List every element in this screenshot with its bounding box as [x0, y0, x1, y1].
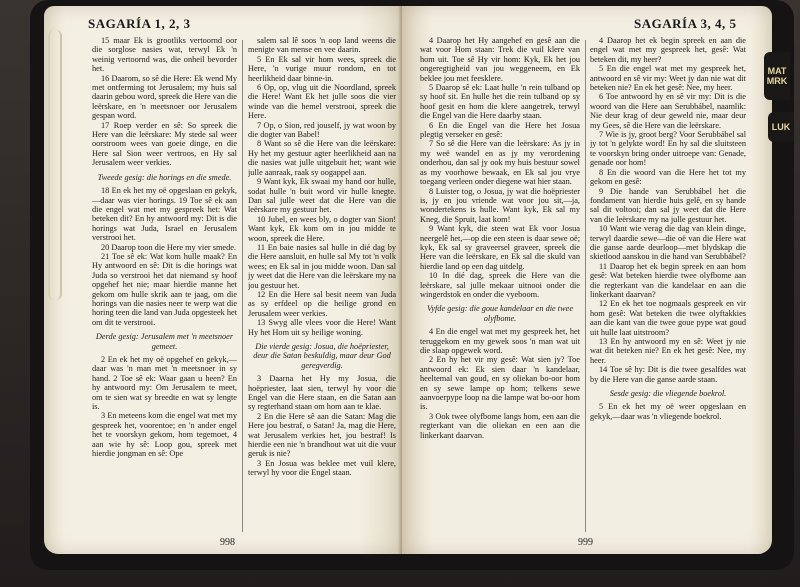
thumb-tab-luke[interactable] — [768, 112, 794, 142]
verse-paragraph: 2 En hy het vir my gesê: Wat sien jy? Toe antwoord ek: Ek sien daar 'n kandelaar, heeltemal van goud, en sy oliekan bo-oor hom en sy sewe lampe op hom; telkens sewe aanvoerpype loop na die lampe wat bo-oor hom is. — [420, 355, 580, 412]
verse-paragraph: 3 Ook twee olyfbome langs hom, een aan die regterkant van die oliekan en een aan die linkerkant daarvan. — [420, 411, 580, 440]
verse-paragraph: salem sal lê soos 'n oop land weens die menigte van mense en vee daarin. — [248, 36, 396, 55]
verse-paragraph: 14 Toe sê hy: Dit is die twee gesalfdes wat by die Here van die ganse aarde staan. — [590, 365, 746, 384]
verse-paragraph: 5 Daarop sê ek: Laat hulle 'n rein tulband op sy hoof sit. En hulle het die rein tulband op sy hoof gesit en hom die klere aangetrek, terwyl die Engel van die Here daarby staan. — [420, 83, 580, 121]
tab-label: MAT MRK — [766, 66, 788, 86]
column-divider — [242, 40, 243, 532]
verse-paragraph: 16 Daarom, so sê die Here: Ek wend My met ontferming tot Jerusalem; my huis sal daarin gebou word, spreek die Here van die leërskare, en 'n meetsnoer oor Jerusalem gespan word. — [92, 73, 237, 121]
tab-label: LUK — [771, 122, 791, 132]
left-running-header: SAGARÍA 1, 2, 3 — [88, 16, 191, 31]
verse-paragraph: 8 Want so sê die Here van die leërskare: Hy het my gestuur agter heerlikheid aan na die nasies wat julle uitgebuit het; want wie julle aanraak, raak sy oogappel aan. — [248, 139, 396, 177]
right-running-header: SAGARÍA 3, 4, 5 — [634, 16, 737, 31]
right-page-number: 999 — [578, 537, 593, 548]
section-heading: Derde gesig: Jerusalem met 'n meetsnoer gemeet. — [95, 332, 234, 351]
verse-paragraph: 6 Op, op, vlug uit die Noordland, spreek die Here! Want Ek het julle soos die vier winde van die hemel verstrooi, spreek die Here. — [248, 83, 396, 121]
verse-paragraph: 10 Jubel, en wees bly, o dogter van Sion! Want kyk, Ek kom om in jou midde te woon, spreek die Here. — [248, 214, 396, 243]
verse-paragraph: 6 En die Engel van die Here het Josua plegtig verseker en gesê: — [420, 120, 580, 140]
verse-paragraph: 9 Die hande van Serubbábel het die fondament van hierdie huis gelê, en sy hande sal dit voltooi; dan sal jy weet dat die Here van die leërskare my na julle gestuur het. — [590, 186, 746, 224]
verse-paragraph: 11 En baie nasies sal hulle in dié dag by die Here aansluit, en hulle sal My tot 'n volk wees; en Ek sal in jou midde woon. Dan sal jy weet dat die Here van die leërskare my na jou gestuur het. — [248, 242, 396, 290]
left-page-number: 998 — [220, 537, 235, 548]
section-heading: Die vierde gesig: Josua, die hoëpriester, deur die Satan beskuldig, maar deur God geregverdig. — [253, 342, 391, 370]
verse-paragraph: 8 En die woord van die Here het tot my gekom en gesê: — [590, 167, 746, 187]
verse-paragraph: 21 Toe sê ek: Wat kom hulle maak? En Hy antwoord en sê: Dit is die horings wat Juda so verstrooi het dat niemand sy hoof opgehef het nie; maar hierdie manne het gekom om hulle skrik aan te jaag, om die horings van die nasies neer te werp wat die horing teen die land van Juda opgesteek het om dit te verstrooi. — [92, 251, 237, 327]
verse-paragraph: 20 Daarop toon die Here my vier smede. — [101, 242, 237, 252]
verse-paragraph: 18 En ek het my oë opgeslaan en gekyk,—daar was vier horings. 19 Toe sê ek aan die engel wat met my gespreek het: Wat beteken dit? En hy antwoord my: Dit is die horings wat Juda, Israel en Jerusalem verstrooi het. — [92, 186, 237, 243]
left-column-2 — [248, 36, 396, 534]
verse-paragraph: 9 Want kyk, Ek swaai my hand oor hulle, sodat hulle 'n buit word vir hulle knegte. Dan sal julle weet dat die Here van die leërskare my gestuur het. — [248, 177, 396, 215]
verse-paragraph: 13 Swyg alle vlees voor die Here! Want Hy het Hom uit sy heilige woning. — [248, 318, 396, 337]
verse-paragraph: 12 En die Here sal besit neem van Juda as sy erfdeel op die heilige grond en Jerusalem weer verkies. — [248, 289, 396, 318]
verse-paragraph: 17 Roep verder en sê: So spreek die Here van die leërskare: My stede sal weer oorstroom wees van goeie dinge, en die Here sal Sion weer vertroos, en Hy sal Jerusalem weer verkies. — [92, 120, 237, 168]
left-page — [44, 6, 402, 554]
verse-paragraph: 13 En hy antwoord my en sê: Weet jy nie wat dit beteken nie? En ek het gesê: Nee, my heer. — [590, 337, 746, 365]
verse-paragraph: 5 En die engel wat met my gespreek het, antwoord en sê vir my: Weet jy dan nie wat dit beteken nie? En ek het gesê: Nee, my heer. — [590, 64, 746, 93]
verse-paragraph: 5 En ek het my oë weer opgeslaan en gekyk,—daar was 'n vliegende boekrol. — [590, 402, 746, 421]
left-column-1 — [92, 36, 237, 534]
column-divider — [585, 40, 586, 532]
verse-paragraph: 10 In dié dag, spreek die Here van die leërskare, sal julle mekaar uitnooi onder die wingerdstok en onder die vyeboom. — [420, 271, 580, 299]
verse-paragraph: 4 Daarop het ek begin spreek en aan die engel wat met my gespreek het, gesê: Wat beteken dit, my heer? — [590, 36, 746, 64]
verse-paragraph: 2 En die Here sê aan die Satan: Mag die Here jou bestraf, o Satan! Ja, mag die Here, wat Jerusalem verkies het, jou bestraf! Is hierdie een nie 'n brandhout wat uit die vuur geruk is nie? — [248, 411, 396, 459]
verse-paragraph: 7 So sê die Here van die leërskare: As jy in my weë wandel en as jy my verordening onderhou, dan sal jy ook my huis bestuur sowel as my voorhowe bewaak, en Ek sal jou vrye toegang verleen onder diegene wat hier staan. — [420, 139, 580, 187]
verse-paragraph: 10 Want wie verag die dag van klein dinge, terwyl daardie sewe—die oë van die Here wat die ganse aarde deurloop—met blydskap die skietlood aanskou in die hand van Serubbábel? — [590, 224, 746, 262]
verse-paragraph: 12 En ek het toe nogmaals gespreek en vir hom gesê: Wat beteken die twee olyftakkies aan die kant van die twee goue pype wat goud uit hulle laat uitstroom? — [590, 299, 746, 337]
verse-paragraph: 6 Toe antwoord hy en sê vir my: Dit is die woord van die Here aan Serubbábel, naamlik: Nie deur krag of deur geweld nie, maar deur my Gees, sê die Here van die leërskare. — [590, 92, 746, 130]
verse-paragraph: 7 Wie is jy, groot berg? Voor Serubbábel sal jy tot 'n gelykte word! En hy sal die sluitsteen te voorskyn bring onder uitroepe van: Genade, genade oor hom! — [590, 130, 746, 168]
section-heading: Sesde gesig: die vliegende boekrol. — [609, 389, 727, 399]
verse-paragraph: 2 En ek het my oë opgehef en gekyk,—daar was 'n man met 'n meetsnoer in sy hand. 2 Toe sê ek: Waar gaan u heen? En hy antwoord my: Om Jerusalem te meet, om te sien wat sy breedte en wat sy lengte is. — [92, 355, 237, 412]
verse-paragraph: 11 Daarop het ek begin spreek en aan hom gesê: Wat beteken hierdie twee olyfbome aan die regterkant van die kandelaar en aan die linkerkant daarvan? — [590, 261, 746, 299]
section-heading: Vyfde gesig: die goue kandelaar en die twee olyfbome. — [427, 304, 573, 323]
verse-paragraph: 9 Want kyk, die steen wat Ek voor Josua neergelê het,—op die een steen is daar sewe oë; kyk, Ek sal sy graveersel graveer, spreek die Here van die leërskare, en Ek sal die skuld van hierdie land op een dag uitdelg. — [420, 224, 580, 271]
verse-paragraph: 4 Daarop het Hy aangehef en gesê aan die wat voor Hom staan: Trek die vuil klere van hom uit. Toe sê Hy vir hom: Kyk, Ek het jou ongeregtigheid van jou weggeneem, en Ek beklee jou met feesklere. — [420, 36, 580, 83]
verse-paragraph: 7 Op, o Sion, red jouself, jy wat woon by die dogter van Babel! — [248, 120, 396, 140]
verse-paragraph: 4 En die engel wat met my gespreek het, het teruggekom en my gewek soos 'n man wat uit die slaap opgewek word. — [420, 327, 580, 355]
verse-paragraph: 5 En Ek sal vir hom wees, spreek die Here, 'n vurige muur rondom, en tot heerlikheid daar binne-in. — [248, 54, 396, 83]
verse-paragraph: 8 Luister tog, o Josua, jy wat die hoëpriester is, jy en jou vriende wat voor jou sit,—ja, wondertekens is hulle. Want kyk, Ek sal my Kneg, die Spruit, laat kom! — [420, 186, 580, 224]
verse-paragraph: 3 Daarna het Hy my Josua, die hoëpriester, laat sien, terwyl hy voor die Engel van die Here staan, en die Satan aan sy regterhand staan om hom aan te klae. — [248, 374, 396, 412]
right-column-2 — [590, 36, 746, 534]
verse-paragraph: 3 En meteens kom die engel wat met my gespreek het, voorentoe; en 'n ander engel het te voorskyn gekom, hom tegemoet, 4 aan wie hy sê: Loop gou, spreek met hierdie jongman en sê: Ope — [92, 411, 237, 459]
right-column-1 — [420, 36, 580, 534]
right-page — [402, 6, 772, 554]
ribbon-bookmark — [48, 30, 62, 300]
verse-paragraph: 3 En Josua was beklee met vuil klere, terwyl hy voor die Engel staan. — [248, 458, 396, 478]
thumb-tab-matthew-mark[interactable] — [764, 52, 790, 100]
verse-paragraph: 15 maar Ek is grootliks vertoornd oor die sorglose nasies wat, terwyl Ek 'n weinig vertoornd was, die onheil bevorder het. — [92, 36, 237, 74]
section-heading: Tweede gesig: die horings en die smede. — [97, 172, 232, 182]
